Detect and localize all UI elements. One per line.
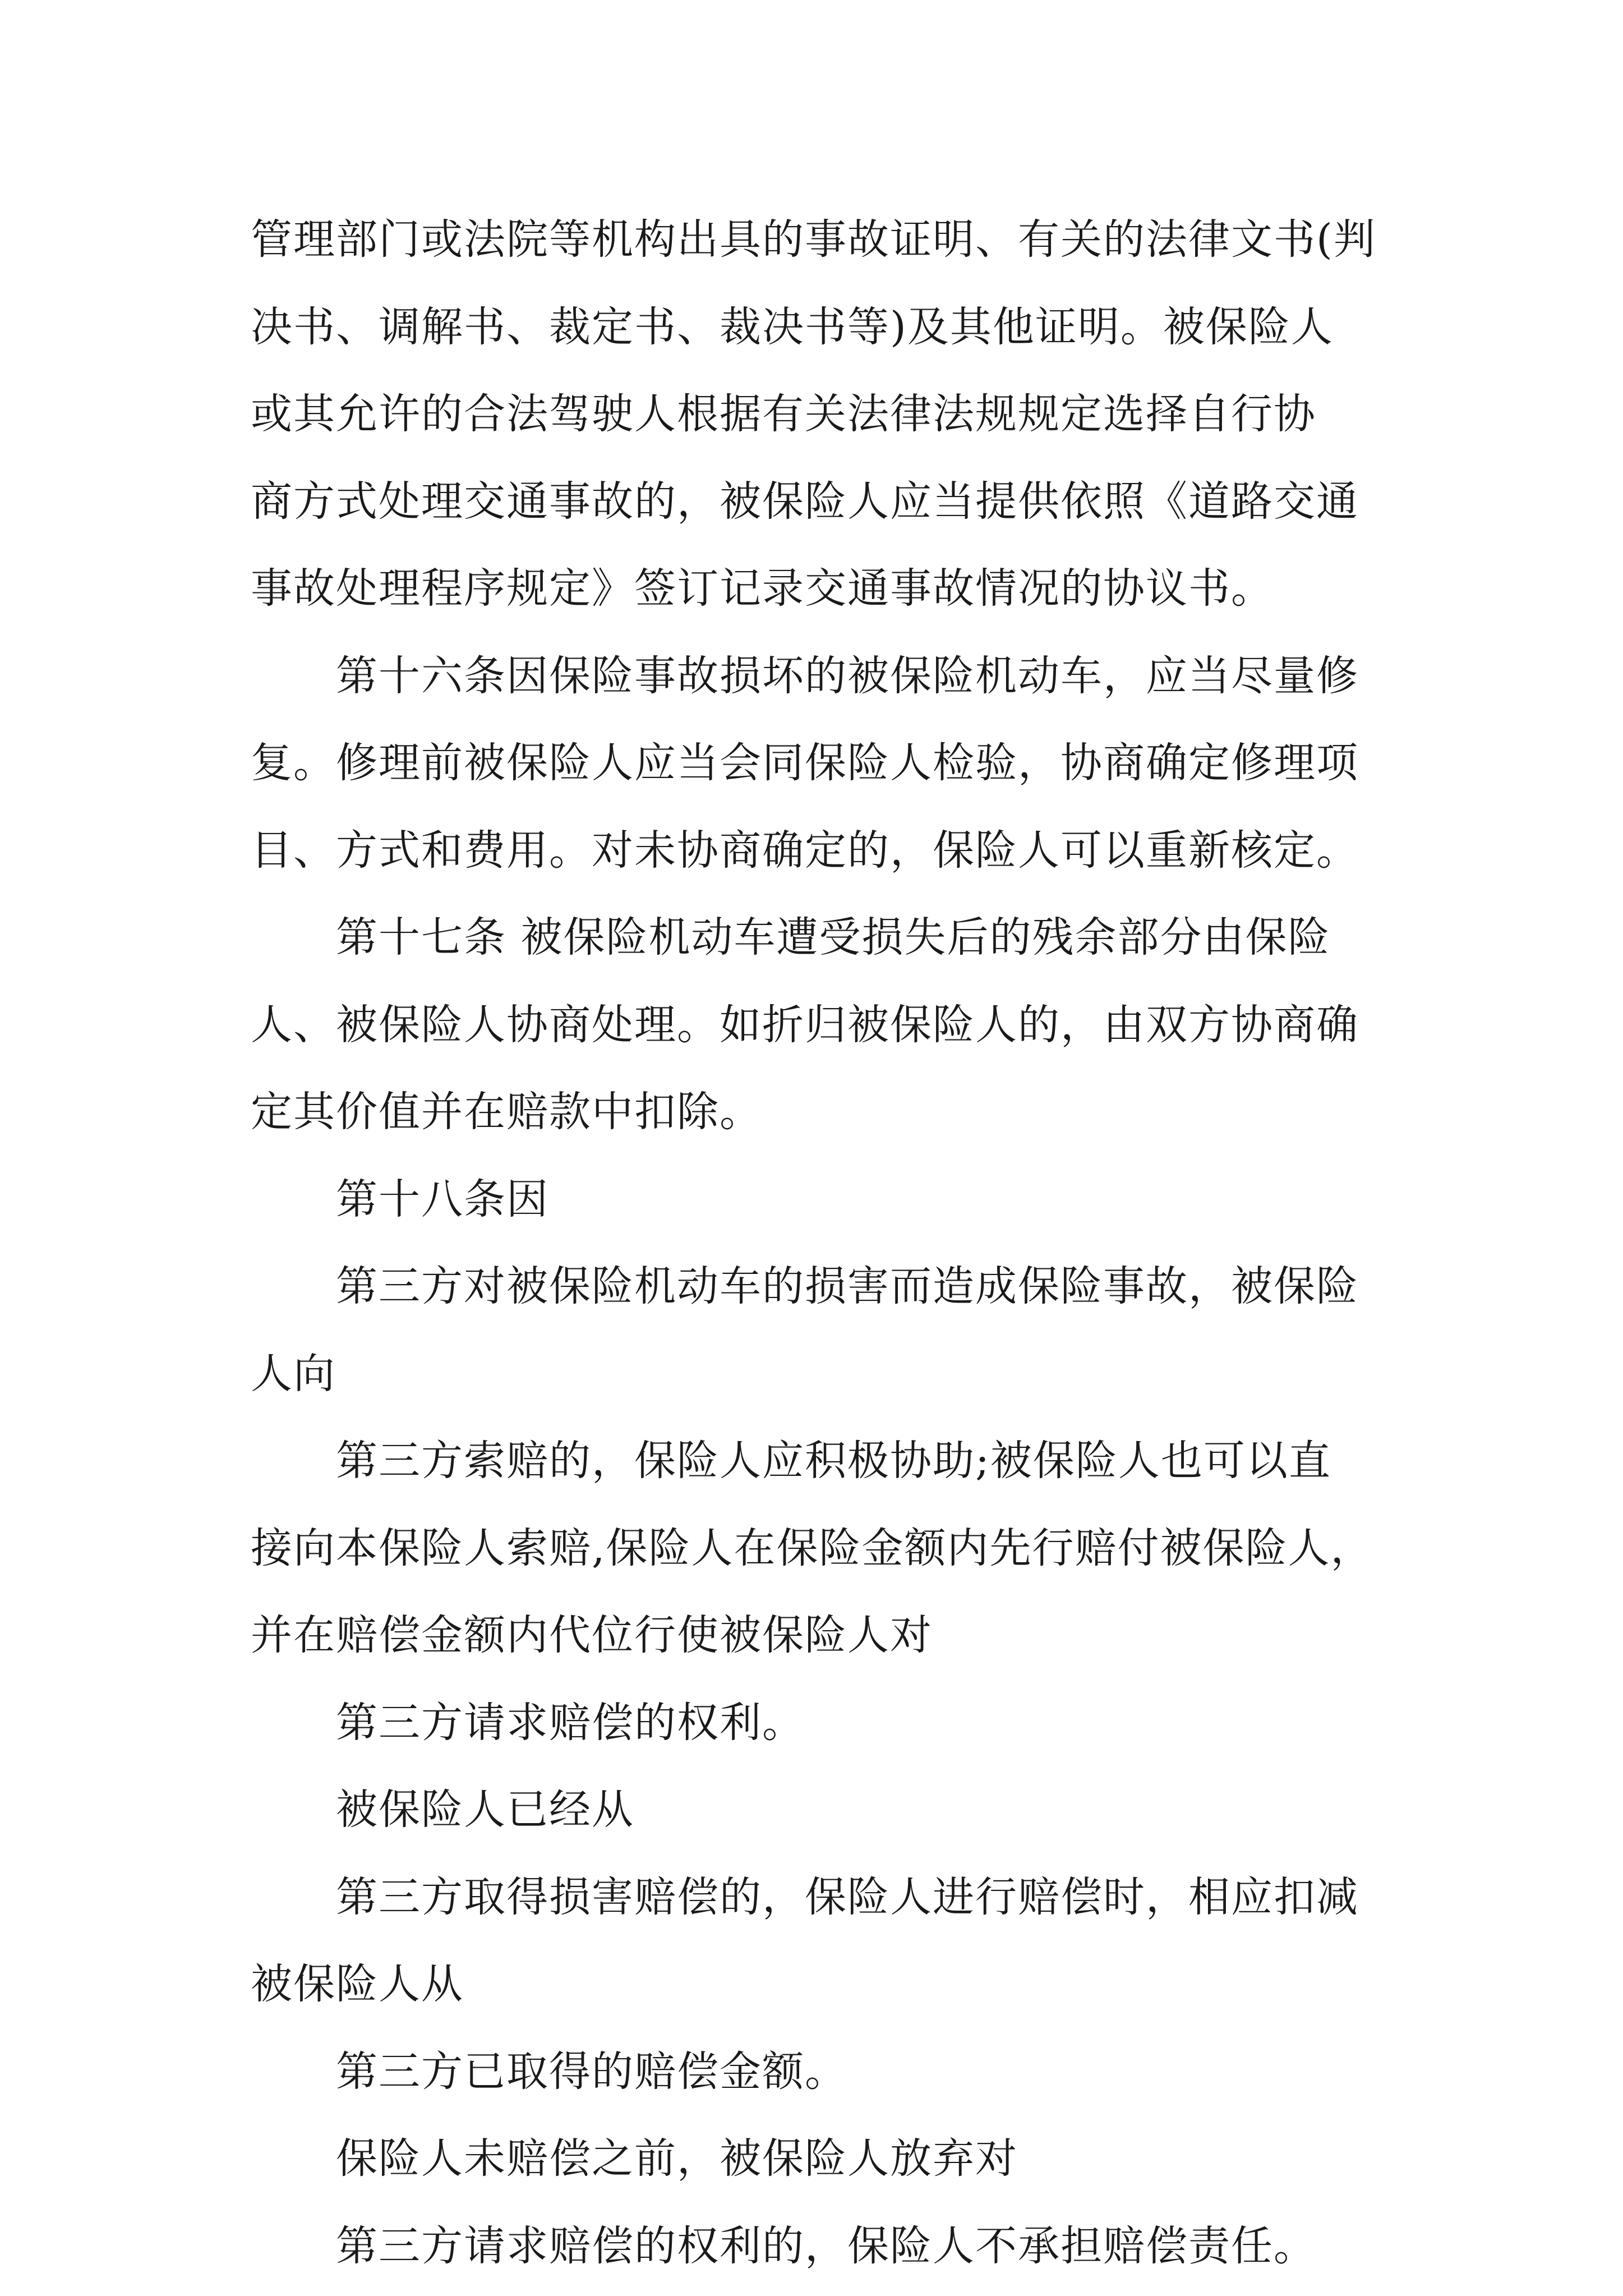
text-line: 被保险人已经从 (336, 1786, 634, 1834)
text-line: 并在赔偿金额内代位行使被保险人对 (251, 1611, 933, 1659)
text-line: 目、方式和费用。对未协商确定的，保险人可以重新核定。 (251, 826, 1359, 875)
text-line: 接向本保险人索赔,保险人在保险金额内先行赔付被保险人， (251, 1524, 1373, 1572)
text-line: 第三方索赔的，保险人应积极协助;被保险人也可以直 (336, 1437, 1331, 1485)
text-line: 第三方对被保险机动车的损害而造成保险事故，被保险 (336, 1262, 1359, 1310)
text-line: 第十八条因 (336, 1175, 549, 1223)
text-line: 第三方请求赔偿的权利的，保险人不承担赔偿责任。 (336, 2221, 1316, 2270)
text-line: 或其允许的合法驾驶人根据有关法律法规规定选择自行协 (251, 390, 1316, 438)
text-line: 人向 (251, 1349, 336, 1398)
text-line: 定其价值并在赔款中扣除。 (251, 1088, 762, 1136)
text-line: 第三方取得损害赔偿的，保险人进行赔偿时，相应扣减 (336, 1872, 1359, 1921)
text-line: 保险人未赔偿之前，被保险人放弃对 (336, 2134, 1018, 2183)
document-body (251, 196, 1384, 2290)
text-line: 第十六条因保险事故损坏的被保险机动车，应当尽量修 (336, 651, 1359, 700)
text-line: 第三方已取得的赔偿金额。 (336, 2047, 847, 2096)
text-line: 商方式处理交通事故的，被保险人应当提供依照《道路交通 (251, 477, 1359, 526)
text-line: 复。修理前被保险人应当会同保险人检验，协商确定修理项 (251, 739, 1359, 787)
text-line: 人、被保险人协商处理。如折归被保险人的，由双方协商确 (251, 1000, 1359, 1049)
text-line: 决书、调解书、裁定书、裁决书等)及其他证明。被保险人 (251, 302, 1334, 351)
text-line: 事故处理程序规定》签订记录交通事故情况的协议书。 (251, 564, 1274, 613)
text-line: 被保险人从 (251, 1960, 464, 2008)
text-line: 第十七条 被保险机动车遭受损失后的残余部分由保险 (336, 913, 1331, 961)
text-line: 管理部门或法院等机构出具的事故证明、有关的法律文书(判 (251, 215, 1376, 264)
text-line: 第三方请求赔偿的权利。 (336, 1698, 805, 1747)
